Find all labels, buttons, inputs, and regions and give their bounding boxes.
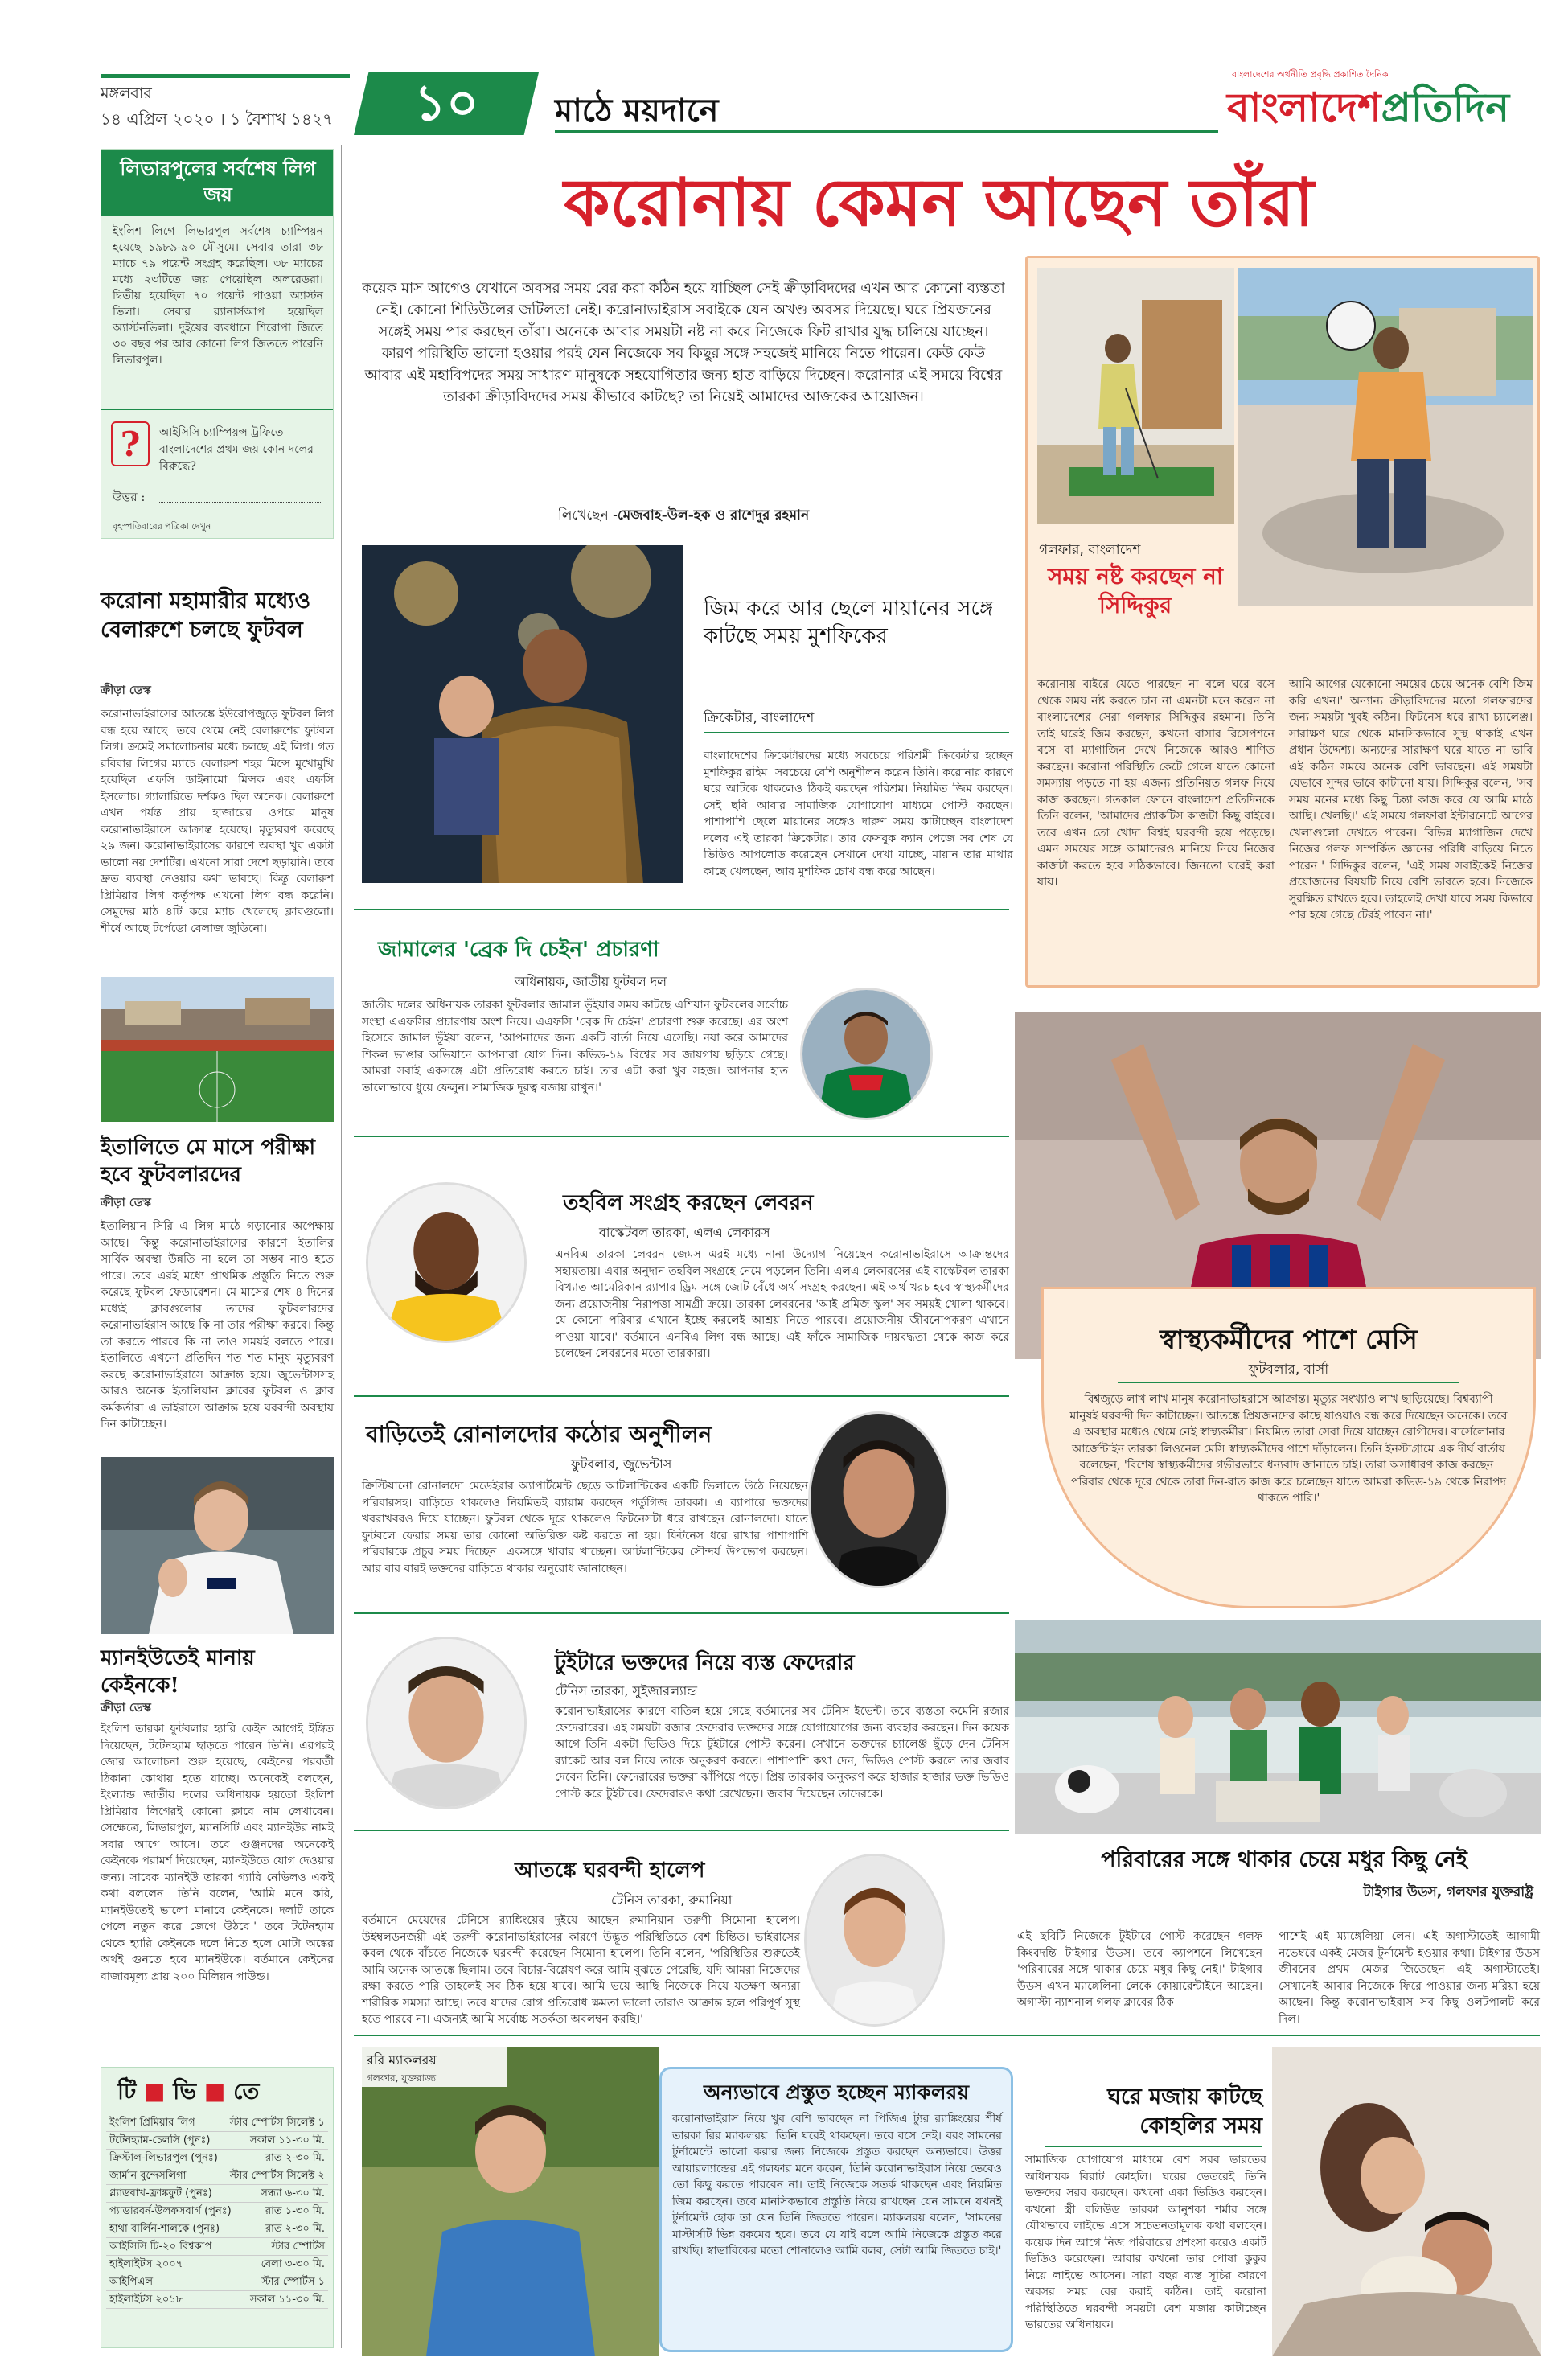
mcilroy-name: ররি ম্যাকলরয় [367, 2052, 437, 2068]
kohli-rule [1045, 2146, 1262, 2147]
masthead-tagline: বাংলাদেশের অর্থনীতি প্রবৃদ্ধি প্রকাশিত দৈনিক [1232, 69, 1389, 80]
ronaldo-kicker: ফুটবলার, জুভেন্টাস [571, 1456, 672, 1472]
tv-channel: রাত ১-৩০ মি. [265, 2205, 325, 2217]
tv-channel: স্টার স্পোর্টস সিলেক্ট ২ [229, 2170, 325, 2182]
tv-row [106, 2203, 328, 2220]
tv-event: আইপিএল [109, 2276, 154, 2288]
mcilroy-photo [362, 2047, 659, 2356]
ronaldo-title: বাড়িতেই রোনালদোর কঠোর অনুশীলন [366, 1421, 712, 1448]
siddikur-golf-photo [1037, 268, 1234, 524]
messi-title: স্বাস্থ্যকর্মীদের পাশে মেসি [1160, 1324, 1418, 1356]
tv-row [106, 2167, 328, 2185]
logo-part-1: বাংলাদেশ [1227, 84, 1381, 131]
mushfiq-rule [704, 732, 1009, 733]
masthead-date: ১৪ এপ্রিল ২০২০ । ১ বৈশাখ ১৪২৭ [101, 109, 333, 129]
tv-row [106, 2150, 328, 2167]
siddikur-box [1025, 256, 1540, 988]
tv-title-dot: ■ [203, 2078, 234, 2105]
tv-listing-box [101, 2067, 334, 2348]
tv-event: হাইলাইটস ২০০৭ [109, 2258, 183, 2270]
messi-rule [1118, 1382, 1459, 1383]
quiz-question-icon: ? [111, 421, 150, 466]
siddikur-football-photo [1238, 268, 1533, 606]
halep-title: আতঙ্কে ঘরবন্দী হালেপ [515, 1859, 705, 1883]
feature-byline [362, 505, 1005, 528]
tiger-title: পরিবারের সঙ্গে থাকার চেয়ে মধুর কিছু নেই [1101, 1847, 1467, 1872]
tiger-col-1: এই ছবিটি নিজেকে টুইটারে পোস্ট করেছেন গলফ কিংবদন্তি টাইগার উডস। তবে ক্যাপশনে লিখেছেন 'পরিবারের সঙ্গে থাকার চেয়ে মধুর কিছু নেই।' টাইগার উডস এখন ম্যাঙ্গেলিনা লেকে কোয়ারেন্টাইনে আছেন। অগাস্টা ন্যাশনাল গলফ ক্লাবের ঠিক [1017, 1930, 1262, 2009]
tv-event: প্যাডারবর্ন-উলফসবার্গ (পুনঃ) [109, 2205, 232, 2217]
tv-title-part-3: তে [233, 2078, 260, 2105]
section-rule [354, 1395, 1009, 1397]
belarus-body: করোনাভাইরাসের আতঙ্কে ইউরোপজুড়ে ফুটবল লিগ বন্ধ হয়ে আছে। তবে থেমে নেই বেলারুশের ফুটবল লিগ। ক্রমেই সমালোচনার মধ্যে চলছে এই লিগ। গত রবিবার লিগের ম্যাচে বেলারুশ শহর মিন্সে মুখোমুখি হয়েছিল এফসি ডাইনামো মিন্সক এবং এফসি ইসলোচ। গ্যালারিতে দর্শকও ছিল অনেক। বেলারুশে এখন পর্যন্ত প্রায় হাজারের ওপরে মানুষ করোনাভাইরাসে আক্রান্ত হয়েছে। মৃত্যুবরণ করেছে ২৯ জন। করোনাভাইরাসের কারণে অবস্থা খুব একটা ভালো নয় দেশটির। এখনো সারা দেশে ছড়ায়নি। তবে দ্রুত ব্যবস্থা নেওয়ার কথা ভাবছে। কিন্তু বেলারুশ প্রিমিয়ার লিগ কর্তৃপক্ষ এখনো লিগ বন্ধ করেনি। সেমুদের মাঠ ৪টি করে ম্যাচ খেলেছে ক্লাবগুলো। শীর্ষে আছে টর্পেডো বেলাজ জুডিনো। [101, 708, 334, 935]
byline-label: লিখেছেন - [557, 507, 618, 524]
page-number: ১০ [413, 73, 479, 132]
halep-kicker: টেনিস তারকা, রুমানিয়া [611, 1892, 733, 1908]
siddikur-col-1: করোনায় বাইরে যেতে পারছেন না বলে ঘরে বসে থেকে সময় নষ্ট করতে চান না এমনটা মনে করেন না বাংলাদেশের সেরা গলফার সিদ্দিকুর রহমান। তিনি তাই ঘরেই জিম করছেন, কখনো বাসার রিসেপশনে বসে বা ম্যাগাজিন দেখে নিজেকে আরও শাণিত করছেন। করোনা পরিস্থিতি কেটে গেলে যাতে কোনো সমস্যায় পড়তে না হয় এজন্য প্রতিনিয়ত গলফ নিয়ে কাজ করছেন। গতকাল ফোনে বাংলাদেশ প্রতিদিনকে তিনি বলেন, 'আমাদের প্র্যাকটিস কাজটা কিছু বাইরে। তবে এখন তো খোদা বিশ্বই ঘরবন্দী হয়ে পড়েছে। এমন সময়ের সঙ্গে আমাদেরও মানিয়ে নিয়ে নিজের কাজটা করতে হবে সঠিকভাবে। জিনতো ঘরেই করা যায়। [1037, 678, 1275, 889]
mcilroy-name-sub: গলফার, যুক্তরাজ্য [367, 2072, 437, 2084]
masthead-day: মঙ্গলবার [101, 84, 152, 102]
mushfiq-body: বাংলাদেশের ক্রিকেটারদের মধ্যে সবচেয়ে পরিশ্রমী ক্রিকেটার হচ্ছেন মুশফিকুর রহিম। সবচেয়ে বেশি অনুশীলন করেন তিনি। করোনার কারণে ঘরে আটকে থাকলেও ঠিকই করছেন পরিশ্রম। নিয়মিত জিম করছেন। সেই ছবি আবার সামাজিক যোগাযোগ মাধ্যমে পোস্ট করছেন। পাশাপাশি ছেলে মায়ানের সঙ্গেও দারুণ সময় কাটাচ্ছেন বাংলাদেশ দলের এই তারকা ক্রিকেটার। তার ফেসবুক ফ্যান পেজে সব শেষ যে ভিডিও আপলোড করেছেন সেখানে দেখা যাচ্ছে, মায়ান তার মাথার কাছে খেলছেন, আর মুশফিক চোখ বন্ধ করে আছেন। [704, 750, 1013, 878]
liverpool-body: ইংলিশ লিগে লিভারপুল সর্বশেষ চ্যাম্পিয়ন হয়েছে ১৯৮৯-৯০ মৌসুমে। সেবার তারা ৩৮ ম্যাচে ৭৯ পয়েন্ট সংগ্রহ করেছিল। ৩৮ ম্যাচের মধ্যে ২৩টিতে জয় পেয়েছিল অলরেডরা। দ্বিতীয় হয়েছিল ৭০ পয়েন্ট পাওয়া অ্যাস্টন ভিলা। সেবার র‍্যানার্সআপ হয়েছিল অ্যাস্টনভিলা। দুইয়ের ব্যবধানে শিরোপা জিতে ৩০ বছর পর আর কোনো লিগ জিততে পারেনি লিভারপুল। [113, 225, 323, 367]
lebron-photo [366, 1182, 527, 1343]
belarus-byline: ক্রীড়া ডেস্ক [101, 684, 151, 697]
tiger-col-2: পাশেই এই ম্যাঙ্গেলিয়া লেন। এই অগাস্টাতেই আগামী নভেম্বরে একই মেজর টুর্নামেন্ট হওয়ার কথা। টাইগার উডস জীবনের প্রথম মেজর জিতেছেন এই অগাস্টাতেই। সেখানেই আবার নিজেকে ফিরে পাওয়ার জন্য মরিয়া হয়ে আছেন। কিন্তু করোনাভাইরাস সব কিছু ওলটপালট করে দিল। [1279, 1930, 1540, 2026]
mcilroy-name-tag [362, 2047, 507, 2087]
tv-channel: স্টার স্পোর্টস [271, 2241, 325, 2253]
section-rule [354, 2035, 1540, 2036]
masthead-green-bar [101, 74, 350, 78]
tv-channel: রাত ২-৩০ মি. [265, 2223, 325, 2235]
tv-row [106, 2132, 328, 2150]
quiz-answer-label: উত্তর : [113, 490, 146, 504]
italy-body: ইতালিয়ান সিরি এ লিগ মাঠে গড়ানোর অপেক্ষায় আছে। কিন্তু করোনাভাইরাসের কারণে ইতালির সার্বিক অবস্থা উন্নতি না হলে তা সম্ভব নাও হতে পারে। তবে এরই মধ্যে প্রাথমিক প্রস্তুতি নিতে শুরু করেছে ফুটবল ফেডারেশন। মে মাসের শেষ ৪ দিনের মধ্যেই ক্লাবগুলোর তাদের ফুটবলারদের করোনাভাইরাস আছে কি না তার পরীক্ষা করবে। কিন্তু তা করতে পারবে কি না তাও সময়ই বলতে পারে। ইতালিতে এখনো প্রতিদিন শত শত মানুষ মৃত্যুবরণ করছে করোনাভাইরাসে আক্রান্ত হয়ে। জুভেন্টাসসহ আরও অনেক ইতালিয়ান ক্লাবের ফুটবল ও ক্লাব কর্মকর্তারা এ ভাইরাসে আক্রান্ত হয়ে ঘরবন্দী অবস্থায় দিন কাটাচ্ছেন। [101, 1220, 334, 1431]
tv-event: গ্ল্যাডবাখ-ফ্রাঙ্কফুর্ট (পুনঃ) [109, 2187, 212, 2199]
mushfiq-title: জিম করে আর ছেলে মায়ানের সঙ্গে কাটছে সময় মুশফিকের [704, 597, 994, 648]
tv-row [106, 2114, 328, 2132]
halep-body: বর্তমানে মেয়েদের টেনিসে র‍্যাঙ্কিংয়ের দুইয়ে আছেন রুমানিয়ান তরুণী সিমোনা হালেপ। উইম্বলডনজয়ী এই তরুণী করোনাভাইরাসের কারণে উদ্ভূত পরিস্থিতিতে বেশ চিন্তিত। ভাইরাসের কবল থেকে বাঁচতে নিজেকে ঘরবন্দী করেছেন সিমোনা হালেপ। তিনি বলেন, 'পরিস্থিতির শুরুতেই আমি অনেক আতঙ্কে ছিলাম। তবে বিচার-বিশ্লেষণ করে আমি বুঝতে পেরেছি, যদি আমরা নিজেদের রক্ষা করতে পারি তাহলেই সব ঠিক হয়ে যাবে। আমি ভয়ে আছি নিজেকে নিয়ে যতক্ষণ অন্যরা শারীরিক সমস্যা আছে। তবে যাদের রোগ প্রতিরোধ ক্ষমতা ভালো তারাও আক্রান্ত হলে পরিপূর্ণ সুস্থ হতে পারবে না। এজন্যই আমি সর্বোচ্চ সতর্কতা অবলম্বন করছি।' [362, 1914, 800, 2026]
siddikur-title: সময় নষ্ট করছেন না সিদ্দিকুর [1047, 563, 1224, 618]
section-rule [354, 1830, 1009, 1831]
mcilroy-body: করোনাভাইরাস নিয়ে খুব বেশি ভাবছেন না পিজিএ ট্যুর র‍্যাঙ্কিংয়ের শীর্ষ তারকা রির ম্যাকলরয়। তিনি ঘরেই থাকছেন। তবে বসে নেই। বরং সামনের টুর্নামেন্টে ভালো করার জন্য নিজেকে প্রস্তুত করছেন অন্যভাবে। উত্তর আয়ারল্যান্ডের এই গলফার মনে করেন, তিনি করোনাভাইরাস নিয়ে ভেবেও তো কিছু করতে পারবেন না। তাই নিজেকে সতর্ক থাকছেন এবং নিয়মিত জিম করছেন। তবে মানসিকভাবে প্রস্তুতি নিয়ে রাখছেন যেন সামনে যখনই টুর্নামেন্ট হোক তা যেন তিনি জিততে পারেন। ম্যাকলরয় বলেন, 'সামনের মাস্টার্সটি ভিন্ন রকমের হবে। তবে যে যাই বলে আমি নিজেকে প্রস্তুত করে রাখছি। স্বাভাবিকের মতো শোনালেও আমি বলব, সেটা আমি জিততে চাই।' [672, 2113, 1002, 2257]
mcilroy-title: অন্যভাবে প্রস্তুত হচ্ছেন ম্যাকলরয় [704, 2080, 969, 2104]
tv-row [106, 2220, 328, 2238]
tv-title-dot: ■ [144, 2078, 174, 2105]
tv-row [106, 2238, 328, 2256]
tiger-kicker: টাইগার উডস, গলফার যুক্তরাষ্ট্র [1363, 1884, 1533, 1900]
tv-schedule-table [106, 2114, 328, 2309]
masthead-rule [555, 130, 1218, 133]
kohli-photo [1272, 2047, 1541, 2356]
kohli-body: সামাজিক যোগাযোগ মাধ্যমে বেশ সরব ভারতের অধিনায়ক বিরাট কোহলি। ঘরের ভেতরেই তিনি ভক্তদের সরব করছেন। কখনো একা ভিডিও করছেন। কখনো স্ত্রী বলিউড তারকা আনুশকা শর্মার সঙ্গে যৌথভাবে লাইভে এসে সচেতনতামূলক কথা বলছেন। কয়েক দিন আগে নিজ পরিবারের প্রশংসা করেও একটি ভিডিও করেছেন। আবার কখনো তার পোষা কুকুর নিয়ে লাইভে আসেন। সারা বছর ব্যস্ত সূচির কারণে অবসর সময় বের করাই কঠিন। তাই করোনা পরিস্থিতিতে ঘরবন্দী সময়টা বেশ মজায় কাটাচ্ছেন ভারতের অধিনায়ক। [1025, 2154, 1266, 2331]
federer-kicker: টেনিস তারকা, সুইজারল্যান্ড [555, 1683, 698, 1698]
section-rule [354, 1612, 1009, 1614]
tv-channel: রাত ২-৩০ মি. [265, 2152, 325, 2164]
ronaldo-body: ক্রিস্টিয়ানো রোনালদো মেডেইরার অ্যাপার্টমেন্ট ছেড়ে আটলান্টিকের একটি ভিলাতে উঠে নিয়েছেন পরিবারসহ। বাড়িতে থাকলেও নিয়মিতই ব্যায়াম করছেন পর্তুগিজ তারকা। এ ব্যাপারে ভক্তদের খবরাখবরও দিয়ে যাচ্ছেন। ফুটবল থেকে দূরে থাকলেও ফিটনেসটা ধরে রাখছেন রোনালদো। যাতে ফুটবলে ফেরার সময় তার কোনো অতিরিক্ত কষ্ট করতে না হয়। ফিটনেস ধরে রাখার পাশাপাশি পরিবারকে প্রচুর সময় দিচ্ছেন। একসঙ্গে খাবার খাচ্ছেন। আটলান্টিকের সৌন্দর্য উপভোগ করছেন। আর বার বারই ভক্তদের বাড়িতে থাকার অনুরোধ জানাচ্ছেন। [362, 1480, 808, 1575]
tv-row [106, 2291, 328, 2309]
liverpool-box [101, 149, 334, 539]
federer-title: টুইটারে ভক্তদের নিয়ে ব্যস্ত ফেদেরার [555, 1651, 855, 1675]
tv-channel: সকাল ১১-৩০ মি. [250, 2134, 325, 2146]
siddikur-kicker: গলফার, বাংলাদেশ [1039, 542, 1141, 558]
liverpool-title: লিভারপুলের সর্বশেষ লিগ জয় [120, 158, 316, 206]
sidebar-divider [341, 145, 342, 2348]
section-rule [354, 909, 1009, 910]
tv-event: হাথা বার্লিন-শালকে (পুনঃ) [109, 2223, 220, 2235]
tv-channel: সকাল ১১-৩০ মি. [250, 2294, 325, 2306]
tv-event: আইসিসি টি-২০ বিশ্বকাপ [109, 2241, 212, 2253]
kohli-title: ঘরে মজায় কাটছে কোহলির সময় [1107, 2084, 1262, 2138]
messi-body: বিশ্বজুড়ে লাখ লাখ মানুষ করোনাভাইরাসে আক্রান্ত। মৃত্যুর সংখ্যাও লাখ ছাড়িয়েছে। বিশ্বব্যাপী মানুষই ঘরবন্দী দিন কাটাচ্ছেন। আতঙ্কে প্রিয়জনদের কাছে যাওয়াও বন্ধ করে দিয়েছেন অনেকে। তবে এ অবস্থার মধ্যেও থেমে নেই স্বাস্থ্যকর্মীরা। নিয়মিত তারা সেবা দিয়ে যাচ্ছেন রোগীদের। বার্সেলোনার আর্জেন্টাইন তারকা লিওনেল মেসি স্বাস্থ্যকর্মীদের পাশে দাঁড়ালেন। তিনি ইনস্টাগ্রামে এক দীর্ঘ বার্তায় বলেছেন, 'বিশেষ স্বাস্থ্যকর্মীদের গভীরভাবে ধন্যবাদ জানাতে চাই। তারা অসাধারণ কাজ করছেন। পরিবার থেকে দূরে থেকে তারা দিন-রাত কাজ করে চলেছেন যাতে আমরা কভিড-১৯ থেকে নিরাপদ থাকতে পারি।' [1069, 1393, 1508, 1505]
byline-authors: মেজবাহ-উল-হক ও রাশেদুর রহমান [617, 507, 810, 524]
jamal-body: জাতীয় দলের অধিনায়ক তারকা ফুটবলার জামাল ভূঁইয়ার সময় কাটছে এশিয়ান ফুটবলের সর্বোচ্চ সংস্থা এএফসির প্রচারণায় অংশ নিয়ে। এএফসি 'ব্রেক দি চেইন' প্রচারণা শুরু করেছে। এর অংশ হিসেবে জামাল ভূঁইয়া বলেন, 'আপনাদের জন্য একটি বার্তা নিয়ে এসেছি। নয়া করে আমাদের শিকল ভাঙার অভিযানে আপনারা যোগ দিন। কভিড-১৯ বিশ্বের সব জায়গায় ছড়িয়ে গেছে। আমরা সবাই একসঙ্গে এটা প্রতিরোধ করতে চাই। তার এটা করা খুব সহজ। আপনার হাত ভালোভাবে ধুয়ে ফেলুন। সামাজিক দূরত্ব বজায় রাখুন।' [362, 999, 788, 1095]
newspaper-logo [1227, 84, 1509, 132]
logo-part-2: প্রতিদিন [1381, 84, 1510, 131]
italy-byline: ক্রীড়া ডেস্ক [101, 1196, 151, 1210]
section-rule [354, 1136, 1009, 1137]
belarus-title: করোনা মহামারীর মধ্যেও বেলারুশে চলছে ফুটবল [101, 589, 311, 643]
mushfiq-photo [362, 545, 683, 883]
kane-byline: ক্রীড়া ডেস্ক [101, 1701, 151, 1715]
lebron-kicker: বাস্কেটবল তারকা, এলএ লেকারস [599, 1225, 770, 1240]
lebron-title: তহবিল সংগ্রহ করছেন লেবরন [563, 1191, 814, 1215]
tv-row [106, 2273, 328, 2291]
tv-channel: সন্ধ্যা ৬-৩০ মি. [261, 2187, 325, 2199]
harry-kane-photo [101, 1457, 334, 1634]
jamal-photo [800, 988, 933, 1120]
jamal-title: জামালের 'ব্রেক দি চেইন' প্রচারণা [378, 938, 659, 962]
lebron-body: এনবিএ তারকা লেবরন জেমস এরই মধ্যে নানা উদ্যোগ নিয়েছেন করোনাভাইরাসে আক্রান্তদের সহায়তায়। এবার অনুদান তহবিল সংগ্রহে নেমে পড়লেন তিনি। এলএ লেকারসের এই বাস্কেটবল তারকা বিখ্যাত আমেরিকান র‍্যাপার ড্রিম সঙ্গে জোট বেঁধে অর্থ সংগ্রহ করছেন। এই অর্থ খরচ হবে স্বাস্থ্যকর্মীদের জন্য প্রয়োজনীয় নিরাপত্তা সামগ্রী ক্রয়ে। তারকা লেবরনের 'আই প্রমিজ স্কুল' সব সময়ই খোলা থাকবে। যে কোনো পরিবার এখানে ইচ্ছে করলেই আশ্রয় নিতে পারবে। প্রয়োজনীয় জীবনোপকরণ এখানে পাওয়া যাবে।' বর্তমানে এনবিএ লিগ বন্ধ আছে। এই ফাঁকে সামাজিক দায়বদ্ধতা থেকে কাজ করে চলেছেন লেবরনের মতো তারকারা। [555, 1248, 1009, 1360]
tiger-family-photo [1015, 1620, 1541, 1834]
quiz-question: আইসিসি চ্যাম্পিয়ন্স ট্রফিতে বাংলাদেশের প্রথম জয় কোন দলের বিরুদ্ধে? [159, 426, 314, 473]
federer-photo [366, 1637, 527, 1809]
tv-row [106, 2185, 328, 2203]
halep-photo [804, 1854, 945, 2027]
masthead [0, 0, 1568, 143]
siddikur-col-2: আমি আগের যেকোনো সময়ের চেয়ে অনেক বেশি জিম করি এখন।' অন্যান্য ক্রীড়াবিদদের মতো গলফারদের জন্য সময়টা খুবই কঠিন। ফিটনেস ধরে রাখা চ্যালেঞ্জ। সারাক্ষণ ঘরে থেকে মানসিকভাবে সুস্থ থাকাই এখন প্রধান উদ্দেশ্য। অন্যদের সারাক্ষণ ঘরে যাতে না ভাবি এই কঠিন সময়ে অনেক বেশি ভাবছেন। এই সময়টা যেভাবে সুন্দর ভাবে কাটানো যায়। সিদ্দিকুর বলেন, 'সব সময় মনের মধ্যে কিছু চিন্তা কাজ করে যে আমি মাঠে আছি। খেলছি।' এই সময়ে গলফারা ইন্টারনেটে আগের খেলাগুলো দেখতে পারেন। বিভিন্ন ম্যাগাজিন দেখে নিজের গলফ সম্পর্কিত জ্ঞানের পরিধি বাড়িয়ে নিতে পারেন।' সিদ্দিকুর বলেন, 'এই সময় সবাইকেই নিজের প্রয়োজনের বিষয়টি নিয়ে বেশি ভাবতে হবে। নিজেকে সুরক্ষিত রাখতে হবে। তাহলেই দেখা যাবে সময় কিভাবে পার হয়ে গেছে টেরই পাবেন না।' [1289, 678, 1533, 922]
ronaldo-photo [808, 1411, 949, 1588]
tv-event: জার্মান বুন্দেসলিগা [109, 2170, 187, 2182]
messi-kicker: ফুটবলার, বার্সা [1248, 1362, 1329, 1378]
tv-event: হাইলাইটস ২০১৮ [109, 2294, 183, 2306]
jamal-kicker: অধিনায়ক, জাতীয় ফুটবল দল [515, 974, 667, 989]
tv-event: টটেনহ্যাম-চেলসি (পুনঃ) [109, 2134, 211, 2146]
tv-channel: স্টার স্পোর্টস সিলেক্ট ১ [229, 2117, 325, 2129]
quiz-note: বৃহস্পতিবারের পত্রিকা দেখুন [113, 521, 211, 532]
stadium-photo [101, 977, 334, 1122]
feature-intro: কয়েক মাস আগেও যেখানে অবসর সময় বের করা কঠিন হয়ে যাচ্ছিল সেই ক্রীড়াবিদদের এখন আর কোনো ব্যস্ততা নেই। কোনো শিডিউলের জটিলতা নেই। করোনাভাইরাস সবাইকে যেন অখণ্ড অবসর দিয়েছে। ঘরে প্রিয়জনের সঙ্গেই সময় পার করছেন তাঁরা। অনেকে আবার সময়টা নষ্ট না করে নিজেকে ফিট রাখার যুদ্ধ চালিয়ে যাচ্ছেন। কারণ পরিস্থিতি ভালো হওয়ার পরই যেন নিজেকে সব কিছুর সঙ্গে সহজেই মানিয়ে নিতে পারেন। কেউ কেউ আবার এই মহাবিপদের সময় সাধারণ মানুষকে সহযোগিতার জন্য হাত বাড়িয়ে দিচ্ছেন। করোনার এই সময়ে বিশ্বের তারকা ক্রীড়াবিদদের সময় কীভাবে কাটছে? তা নিয়েই আমাদের আজকের আয়োজন। [362, 280, 1005, 405]
tv-row [106, 2256, 328, 2273]
kane-body: ইংলিশ তারকা ফুটবলার হ্যারি কেইন আগেই ইঙ্গিত দিয়েছেন, টটেনহ্যাম ছাড়তে পারেন তিনি। এরপরই জোর আলোচনা শুরু হয়েছে, কেইনের পরবর্তী ঠিকানা কোথায় হতে যাচ্ছে। অনেকেই বলছেন, ইংল্যান্ড জাতীয় দলের অধিনায়ক হয়তো ইংলিশ প্রিমিয়ার লিগেরই কোনো ক্লাবে নাম লেখাবেন। সেক্ষেত্রে, লিভারপুল, ম্যানসিটি এবং ম্যানইউর নামই সবার আগে আসে। তবে গুঞ্জনদের অনেকেই কেইনকে পরামর্শ দিয়েছেন, ম্যানইউতে যোগ দেওয়ার জন্য। সাবেক ম্যানইউ তারকা গ্যারি নেভিলও একই কথা বললেন। তিনি বলেন, 'আমি মনে করি, ম্যানইউতেই ভালো মানাবে কেইনকে। দলটি তাকে পেলে নতুন করে জেগে উঠবে।' তবে টটেনহ্যাম থেকে হ্যারি কেইনকে দলে নিতে হলে মোটা অঙ্কের অর্থই গুনতে হবে ম্যানইউকে। বর্তমানে কেইনের বাজারমূল্য প্রায় ২০০ মিলিয়ন পাউন্ড। [101, 1723, 334, 1983]
feature-headline: করোনায় কেমন আছেন তাঁরা [564, 165, 1314, 241]
mushfiq-kicker: ক্রিকেটার, বাংলাদেশ [704, 710, 815, 726]
section-name: মাঠে ময়দানে [555, 92, 719, 129]
tv-title [117, 2074, 259, 2112]
tv-event: ইংলিশ প্রিমিয়ার লিগ [109, 2117, 195, 2129]
tv-title-part-2: ভি [173, 2078, 197, 2105]
tv-channel: স্টার স্পোর্টস ১ [261, 2276, 325, 2288]
italy-title: ইতালিতে মে মাসে পরীক্ষা হবে ফুটবলারদের [101, 1136, 316, 1187]
tv-event: ক্রিস্টাল-লিভারপুল (পুনঃ) [109, 2152, 218, 2164]
federer-body: করোনাভাইরাসের কারণে বাতিল হয়ে গেছে বর্তমানের সব টেনিস ইভেন্ট। তবে ব্যস্ততা কমেনি রজার ফেদেরারের। এই সময়টা রজার ফেদেরার ভক্তদের সঙ্গে যোগাযোগের জন্য ব্যবহার করছেন। দিন কয়েক আগে তিনি একটা ভিডিও দিয়ে টুইটারে পোস্ট করেন। সেখানে ভক্তদের চ্যালেঞ্জ ছুঁড়ে দেন টেনিস র‍্যাকেট আর বল নিয়ে তাকে অনুকরণ করতে। পাশাপাশি কথা দেন, ভিডিও পোস্ট করলে তার জবাব দেবেন তিনি। ফেদেরারের ভক্তরা ঝাঁপিয়ে পড়ে। প্রিয় তারকার অনুকরণ করে হাজার হাজার ভক্ত ভিডিও পোস্ট করে টুইটারে। ফেদেরারও কথা রেখেছেন। জবাব দিয়েছেন তাদেরকে। [555, 1705, 1009, 1801]
quiz-answer-line [158, 502, 322, 503]
tv-channel: বেলা ৩-৩০ মি. [261, 2258, 325, 2270]
quiz-divider [101, 409, 333, 410]
tv-title-part-1: টি [117, 2078, 137, 2105]
kane-title: ম্যানইউতেই মানায় কেইনকে! [101, 1646, 255, 1698]
